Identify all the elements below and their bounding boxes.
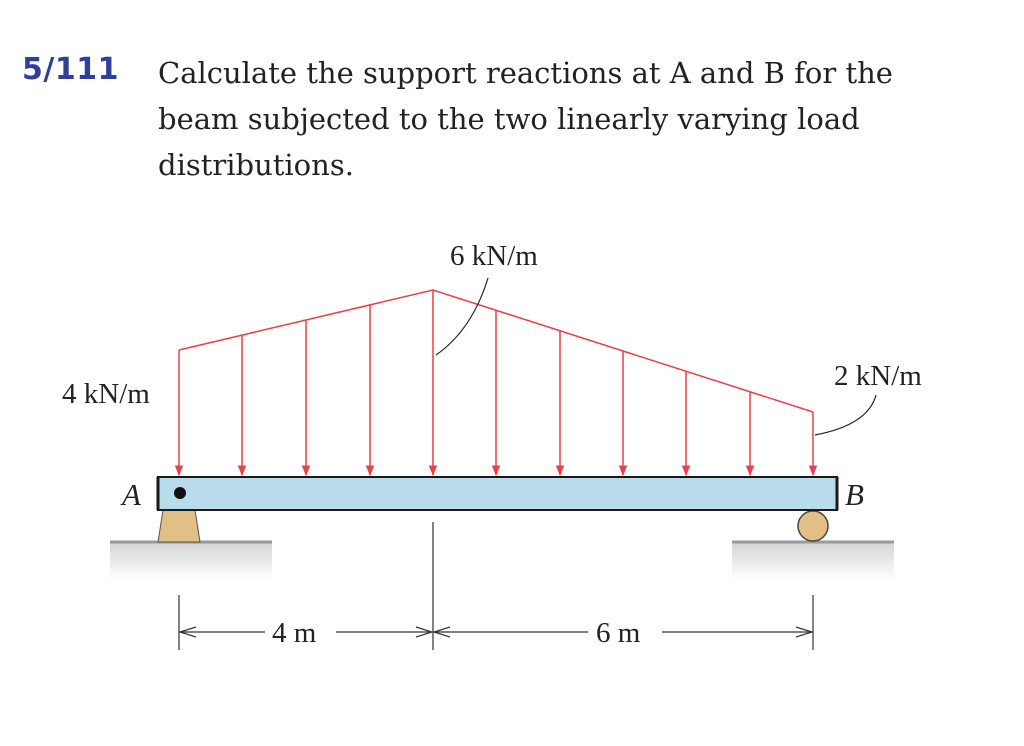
problem-text-line: distributions. [158,148,354,182]
problem-number: 5/111 [22,52,119,87]
support-label-a: A [122,477,141,512]
problem-text-line: beam subjected to the two linearly varying load [158,102,860,136]
left-load-label: 4 kN/m [62,378,150,410]
dimension-label-left: 4 m [272,617,317,649]
beam [158,477,837,510]
pin-support-a [158,510,200,542]
load-arrows [179,290,813,475]
pin-dot [174,487,186,499]
right-load-label: 2 kN/m [834,360,922,392]
dimension-label-right: 6 m [596,617,641,649]
roller-support-b [798,511,828,541]
support-label-b: B [845,477,864,512]
peak-load-leader [436,278,488,355]
ground-left [110,542,272,580]
problem-text-line: Calculate the support reactions at A and B for the [158,56,893,90]
peak-load-label: 6 kN/m [450,240,538,272]
ground-right [732,542,894,580]
right-load-leader [815,395,876,435]
